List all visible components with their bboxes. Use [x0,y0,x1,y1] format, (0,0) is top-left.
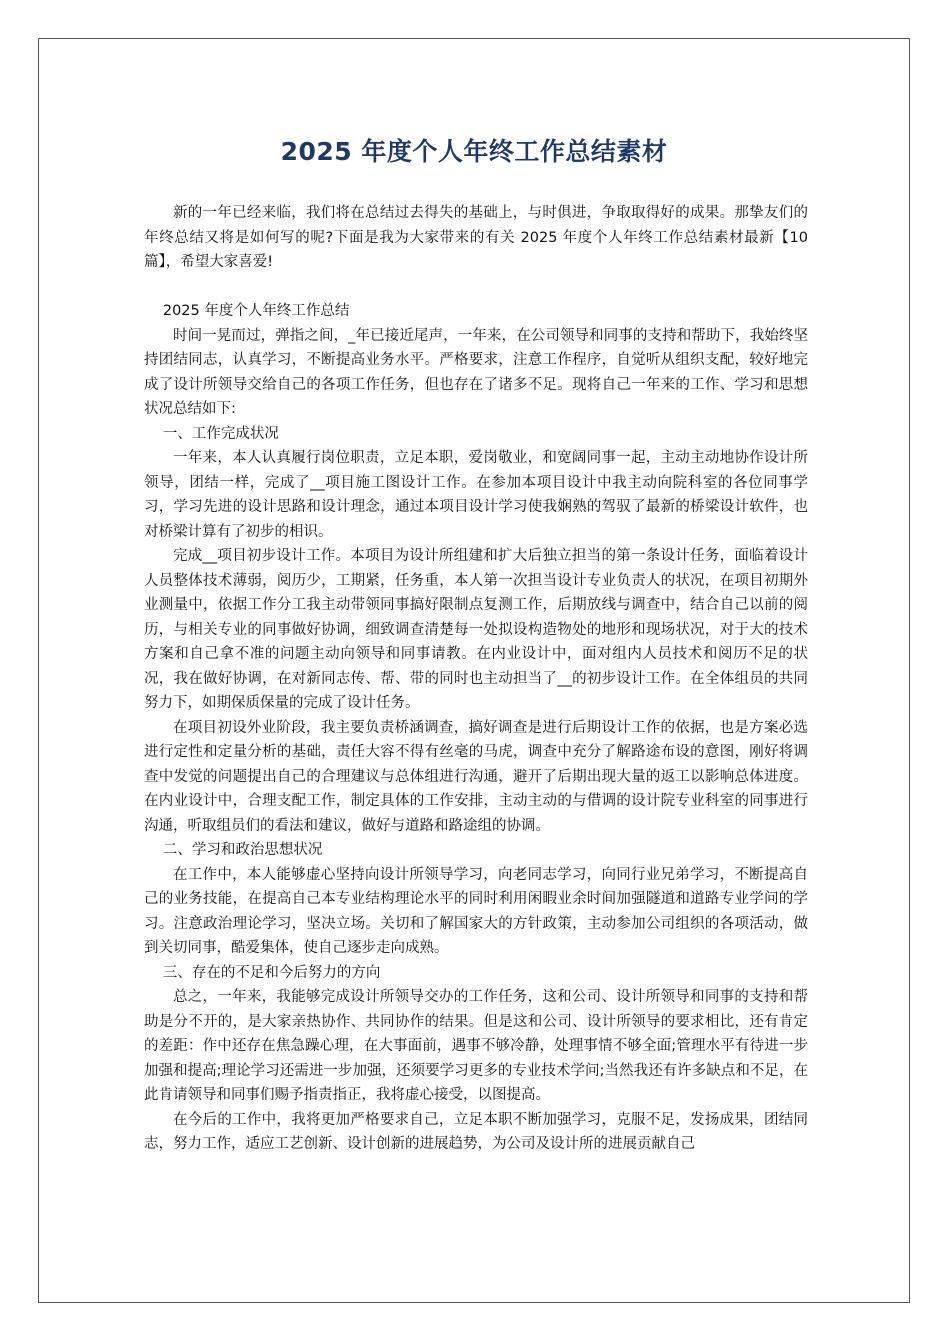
intro-block [144,201,808,275]
section-title: 2025 年度个人年终工作总结 [162,303,350,319]
intro-paragraph: 新的一年已经来临，我们将在总结过去得失的基础上，与时俱进，争取取得好的成果。那挚友们的年终总结又将是如何写的呢?下面是我为大家带来的有关 2025 年度个人年终工作总结素材最新【10 篇】，希望大家喜爱! [144,205,808,270]
body-paragraph: 在工作中，本人能够虚心坚持向设计所领导学习，向老同志学习，向同行业兄弟学习，不断提高自己的业务技能，在提高自己本专业结构理论水平的同时利用闲暇业余时间加强隧道和道路专业学问的学习。注意政治理论学习，坚决立场。关切和了解国家大的方针政策，主动参加公司组织的各项活动，做到关切同事，酷爱集体，使自己逐步走向成熟。 [144,866,808,956]
body-paragraph: 完成__项目初步设计工作。本项目为设计所组建和扩大后独立担当的第一条设计任务，面临着设计人员整体技术薄弱，阅历少，工期紧，任务重，本人第一次担当设计专业负责人的状况，在项目初期外业测量中，依据工作分工我主动带领同事搞好限制点复测工作，后期放线与调查中，结合自己以前的阅历，与相关专业的同事做好协调，细致调查清楚每一处拟设构造物处的地形和现场状况，对于大的技术方案和自己拿不准的问题主动向领导和同事请教。在内业设计中，面对组内人员技术和阅历不足的状况，我在做好协调，在对新同志传、帮、带的同时也主动担当了__的初步设计工作。在全体组员的共同努力下，如期保质保量的完成了设计任务。 [144,548,808,711]
document-body [144,299,808,1157]
heading-work-completion: 一、工作完成状况 [162,425,279,442]
body-paragraph: 总之，一年来，我能够完成设计所领导交办的工作任务，这和公司、设计所领导和同事的支持和帮助是分不开的，是大家亲热协作、共同协作的结果。但是这和公司、设计所领导的要求相比，还有肯定的差距：作中还存在焦急躁心理，在大事面前，遇事不够冷静，处理事情不够全面;管理水平有待进一步加强和提高;理论学习还需进一步加强，还须要学习更多的专业技术学问;当然我还有许多缺点和不足，在此肯请领导和同事们赐予指责指正，我将虚心接受，以图提高。 [144,989,808,1103]
heading-study-politics: 二、学习和政治思想状况 [162,842,323,858]
body-paragraph: 时间一晃而过，弹指之间，_年已接近尾声，一年来，在公司领导和同事的支持和帮助下，我始终坚持团结同志，认真学习，不断提高业务水平。严格要求，注意工作程序，自觉听从组织支配，较好地完成了设计所领导交给自己的各项工作任务，但也存在了诸多不足。现将自己一年来的工作、学习和思想状况总结如下: [144,327,808,417]
body-paragraph: 一年来，本人认真履行岗位职责，立足本职，爱岗敬业，和宽阔同事一起，主动主动地协作设计所领导，团结一样，完成了__项目施工图设计工作。在参加本项目设计中我主动向院科室的各位同事学习，学习先进的设计思路和设计理念，通过本项目设计学习使我娴熟的驾驭了最新的桥梁设计软件，也对桥梁计算有了初步的相识。 [144,450,808,540]
heading-shortcomings: 三、存在的不足和今后努力的方向 [162,964,381,981]
body-paragraph: 在项目初设外业阶段，我主要负责桥涵调查，搞好调查是进行后期设计工作的依据，也是方案必选进行定性和定量分析的基础，责任大容不得有丝毫的马虎，调查中充分了解路途布设的意图，刚好将调查中发觉的问题提出自己的合理建议与总体组进行沟通，避开了后期出现大量的返工以影响总体进度。在内业设计中，合理支配工作，制定具体的工作安排，主动主动的与借调的设计院专业科室的同事进行沟通，听取组员们的看法和建议，做好与道路和路途组的协调。 [144,719,808,834]
document-title: 2025 年度个人年终工作总结素材 [280,137,668,166]
body-paragraph: 在今后的工作中，我将更加严格要求自己，立足本职不断加强学习，克服不足，发扬成果，团结同志，努力工作，适应工艺创新、设计创新的进展趋势，为公司及设计所的进展贡献自己 [144,1111,808,1152]
